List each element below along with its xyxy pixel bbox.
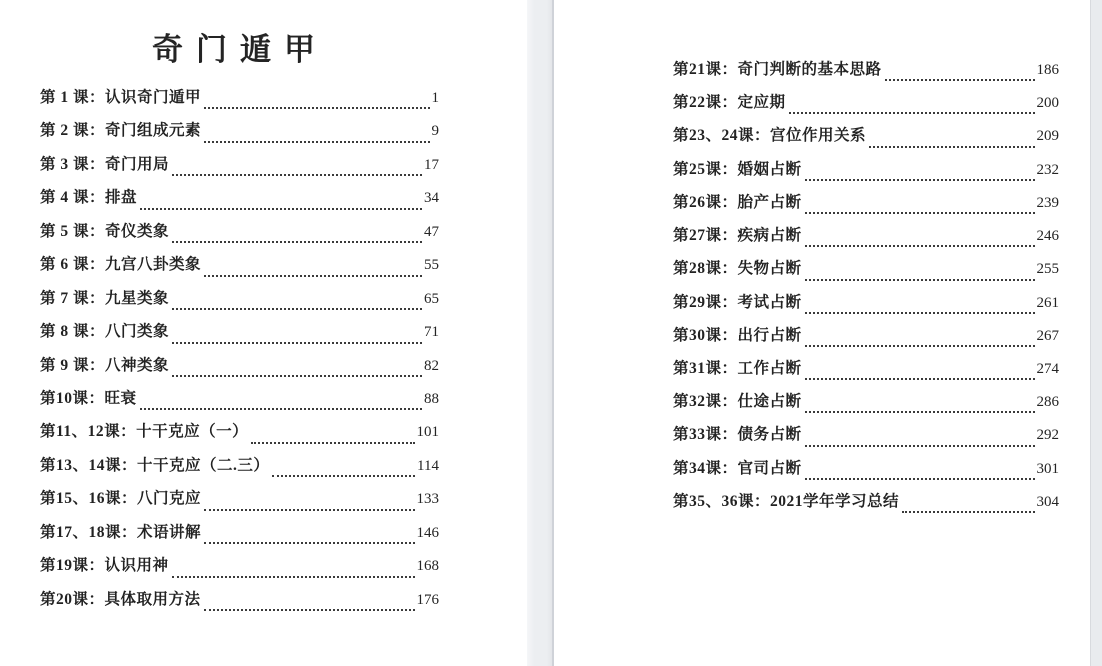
toc-dot-leader bbox=[805, 445, 1035, 447]
toc-page-number: 133 bbox=[416, 491, 439, 508]
toc-entry bbox=[673, 123, 1059, 156]
toc-dot-leader bbox=[204, 542, 414, 544]
toc-entry bbox=[673, 223, 1059, 256]
toc-entry-label: 第30课：出行占断 bbox=[673, 326, 802, 344]
toc-page-number: 232 bbox=[1036, 161, 1059, 178]
toc-dot-leader bbox=[172, 375, 422, 377]
toc-page-number: 286 bbox=[1036, 394, 1059, 411]
toc-entry-label: 第13、14课：十干克应（二.三） bbox=[40, 456, 270, 474]
toc-dot-leader bbox=[805, 345, 1035, 347]
toc-dot-leader bbox=[172, 342, 422, 344]
toc-page-number: 186 bbox=[1036, 62, 1059, 78]
toc-page-number: 47 bbox=[424, 223, 439, 240]
toc-entry-label: 第11、12课：十干克应（一） bbox=[40, 423, 249, 441]
toc-dot-leader bbox=[805, 378, 1035, 380]
toc-dot-leader bbox=[805, 411, 1035, 413]
toc-entry bbox=[673, 489, 1059, 522]
toc-dot-leader bbox=[805, 478, 1035, 480]
toc-dot-leader bbox=[204, 509, 414, 511]
toc-page-number: 71 bbox=[424, 324, 439, 341]
toc-page-number: 246 bbox=[1036, 228, 1059, 245]
toc-dot-leader bbox=[204, 141, 429, 143]
toc-dot-leader bbox=[885, 79, 1035, 81]
toc-entry-label: 第29课：考试占断 bbox=[673, 293, 802, 311]
toc-entry-label: 第 4 课：排盘 bbox=[40, 189, 138, 207]
toc-page-number: 34 bbox=[424, 190, 439, 207]
toc-page-number: 209 bbox=[1036, 128, 1059, 145]
toc-entry bbox=[673, 57, 1059, 90]
toc-page-number: 88 bbox=[424, 390, 439, 407]
toc-entry bbox=[673, 356, 1059, 389]
right-edge-shadow bbox=[1090, 0, 1102, 666]
toc-page-number: 267 bbox=[1036, 327, 1059, 344]
toc-page-number: 304 bbox=[1036, 493, 1059, 510]
toc-entry-label: 第32课：仕途占断 bbox=[673, 393, 802, 411]
toc-entry bbox=[40, 219, 439, 252]
toc-entry-label: 第15、16课：八门克应 bbox=[40, 490, 202, 508]
toc-dot-leader bbox=[140, 408, 422, 410]
toc-entry bbox=[673, 323, 1059, 356]
toc-entry-label: 第20课：具体取用方法 bbox=[40, 590, 201, 608]
toc-left-column bbox=[40, 85, 439, 620]
toc-entry-label: 第35、36课：2021学年学习总结 bbox=[673, 492, 900, 510]
toc-entry bbox=[40, 118, 439, 151]
toc-entry bbox=[673, 290, 1059, 323]
toc-entry-label: 第28课：失物占断 bbox=[673, 260, 802, 278]
toc-dot-leader bbox=[204, 107, 429, 109]
toc-dot-leader bbox=[805, 212, 1035, 214]
toc-entry-label: 第 2 课：奇门组成元素 bbox=[40, 122, 202, 140]
toc-entry-label: 第21课：奇门判断的基本思路 bbox=[673, 61, 882, 78]
toc-page-number: 65 bbox=[424, 290, 439, 307]
toc-dot-leader bbox=[204, 609, 415, 611]
page-gutter-divider bbox=[527, 0, 554, 666]
toc-entry-label: 第 1 课：认识奇门遁甲 bbox=[40, 89, 202, 106]
toc-page-number: 239 bbox=[1036, 194, 1059, 211]
toc-entry-label: 第 5 课：奇仪类象 bbox=[40, 222, 170, 240]
toc-entry bbox=[40, 486, 439, 519]
toc-entry-label: 第 6 课：九宫八卦类象 bbox=[40, 256, 202, 274]
toc-page-number: 292 bbox=[1036, 427, 1059, 444]
toc-entry-label: 第25课：婚姻占断 bbox=[673, 160, 802, 178]
toc-page-number: 114 bbox=[417, 457, 439, 474]
toc-entry-label: 第23、24课：宫位作用关系 bbox=[673, 127, 867, 145]
toc-entry bbox=[40, 419, 439, 452]
toc-entry bbox=[40, 386, 439, 419]
toc-entry-label: 第27课：疾病占断 bbox=[673, 227, 802, 245]
toc-entry-label: 第22课：定应期 bbox=[673, 94, 786, 112]
toc-entry bbox=[40, 353, 439, 386]
toc-page-number: 200 bbox=[1036, 95, 1059, 112]
toc-entry bbox=[673, 389, 1059, 422]
toc-dot-leader bbox=[172, 174, 422, 176]
toc-entry bbox=[40, 185, 439, 218]
toc-entry bbox=[40, 553, 439, 586]
book-title: 奇门遁甲 bbox=[152, 32, 328, 67]
toc-page-number: 168 bbox=[416, 558, 439, 575]
toc-entry-label: 第26课：胎产占断 bbox=[673, 193, 802, 211]
toc-entry bbox=[673, 190, 1059, 223]
toc-entry bbox=[40, 453, 439, 486]
toc-entry bbox=[673, 256, 1059, 289]
toc-entry-label: 第 7 课：九星类象 bbox=[40, 289, 170, 307]
toc-page-number: 82 bbox=[424, 357, 439, 374]
toc-dot-leader bbox=[251, 442, 414, 444]
toc-page-number: 9 bbox=[431, 123, 439, 140]
toc-entry bbox=[40, 152, 439, 185]
toc-entry-label: 第19课：认识用神 bbox=[40, 557, 169, 575]
toc-page-number: 1 bbox=[431, 90, 439, 106]
toc-entry bbox=[40, 319, 439, 352]
toc-entry-label: 第17、18课：术语讲解 bbox=[40, 523, 202, 541]
toc-right-column bbox=[673, 57, 1059, 522]
toc-page-number: 261 bbox=[1036, 294, 1059, 311]
toc-entry-label: 第 3 课：奇门用局 bbox=[40, 155, 170, 173]
toc-dot-leader bbox=[902, 511, 1034, 513]
toc-entry bbox=[40, 85, 439, 118]
toc-entry bbox=[40, 252, 439, 285]
toc-dot-leader bbox=[272, 475, 415, 477]
toc-dot-leader bbox=[805, 312, 1035, 314]
toc-dot-leader bbox=[172, 308, 422, 310]
toc-page-number: 146 bbox=[416, 524, 439, 541]
toc-dot-leader bbox=[805, 279, 1035, 281]
toc-dot-leader bbox=[805, 179, 1035, 181]
toc-entry bbox=[673, 157, 1059, 190]
toc-page-number: 101 bbox=[416, 424, 439, 441]
toc-dot-leader bbox=[172, 576, 415, 578]
toc-entry-label: 第33课：债务占断 bbox=[673, 426, 802, 444]
toc-page-number: 55 bbox=[424, 257, 439, 274]
toc-page-number: 274 bbox=[1036, 360, 1059, 377]
toc-page-number: 17 bbox=[424, 156, 439, 173]
toc-dot-leader bbox=[140, 208, 422, 210]
toc-dot-leader bbox=[789, 112, 1035, 114]
toc-entry-label: 第 9 课：八神类象 bbox=[40, 356, 170, 374]
toc-entry-label: 第34课：官司占断 bbox=[673, 459, 802, 477]
toc-entry bbox=[673, 422, 1059, 455]
toc-dot-leader bbox=[805, 245, 1035, 247]
toc-entry-label: 第 8 课：八门类象 bbox=[40, 323, 170, 341]
toc-entry bbox=[673, 90, 1059, 123]
toc-entry bbox=[40, 520, 439, 553]
toc-entry-label: 第10课：旺衰 bbox=[40, 389, 137, 407]
toc-dot-leader bbox=[204, 275, 422, 277]
toc-dot-leader bbox=[869, 146, 1034, 148]
toc-page-number: 176 bbox=[416, 591, 439, 608]
toc-entry bbox=[673, 456, 1059, 489]
toc-page-number: 301 bbox=[1036, 460, 1059, 477]
toc-entry bbox=[40, 587, 439, 620]
toc-page-number: 255 bbox=[1036, 261, 1059, 278]
toc-dot-leader bbox=[172, 241, 422, 243]
toc-entry bbox=[40, 286, 439, 319]
toc-entry-label: 第31课：工作占断 bbox=[673, 359, 802, 377]
